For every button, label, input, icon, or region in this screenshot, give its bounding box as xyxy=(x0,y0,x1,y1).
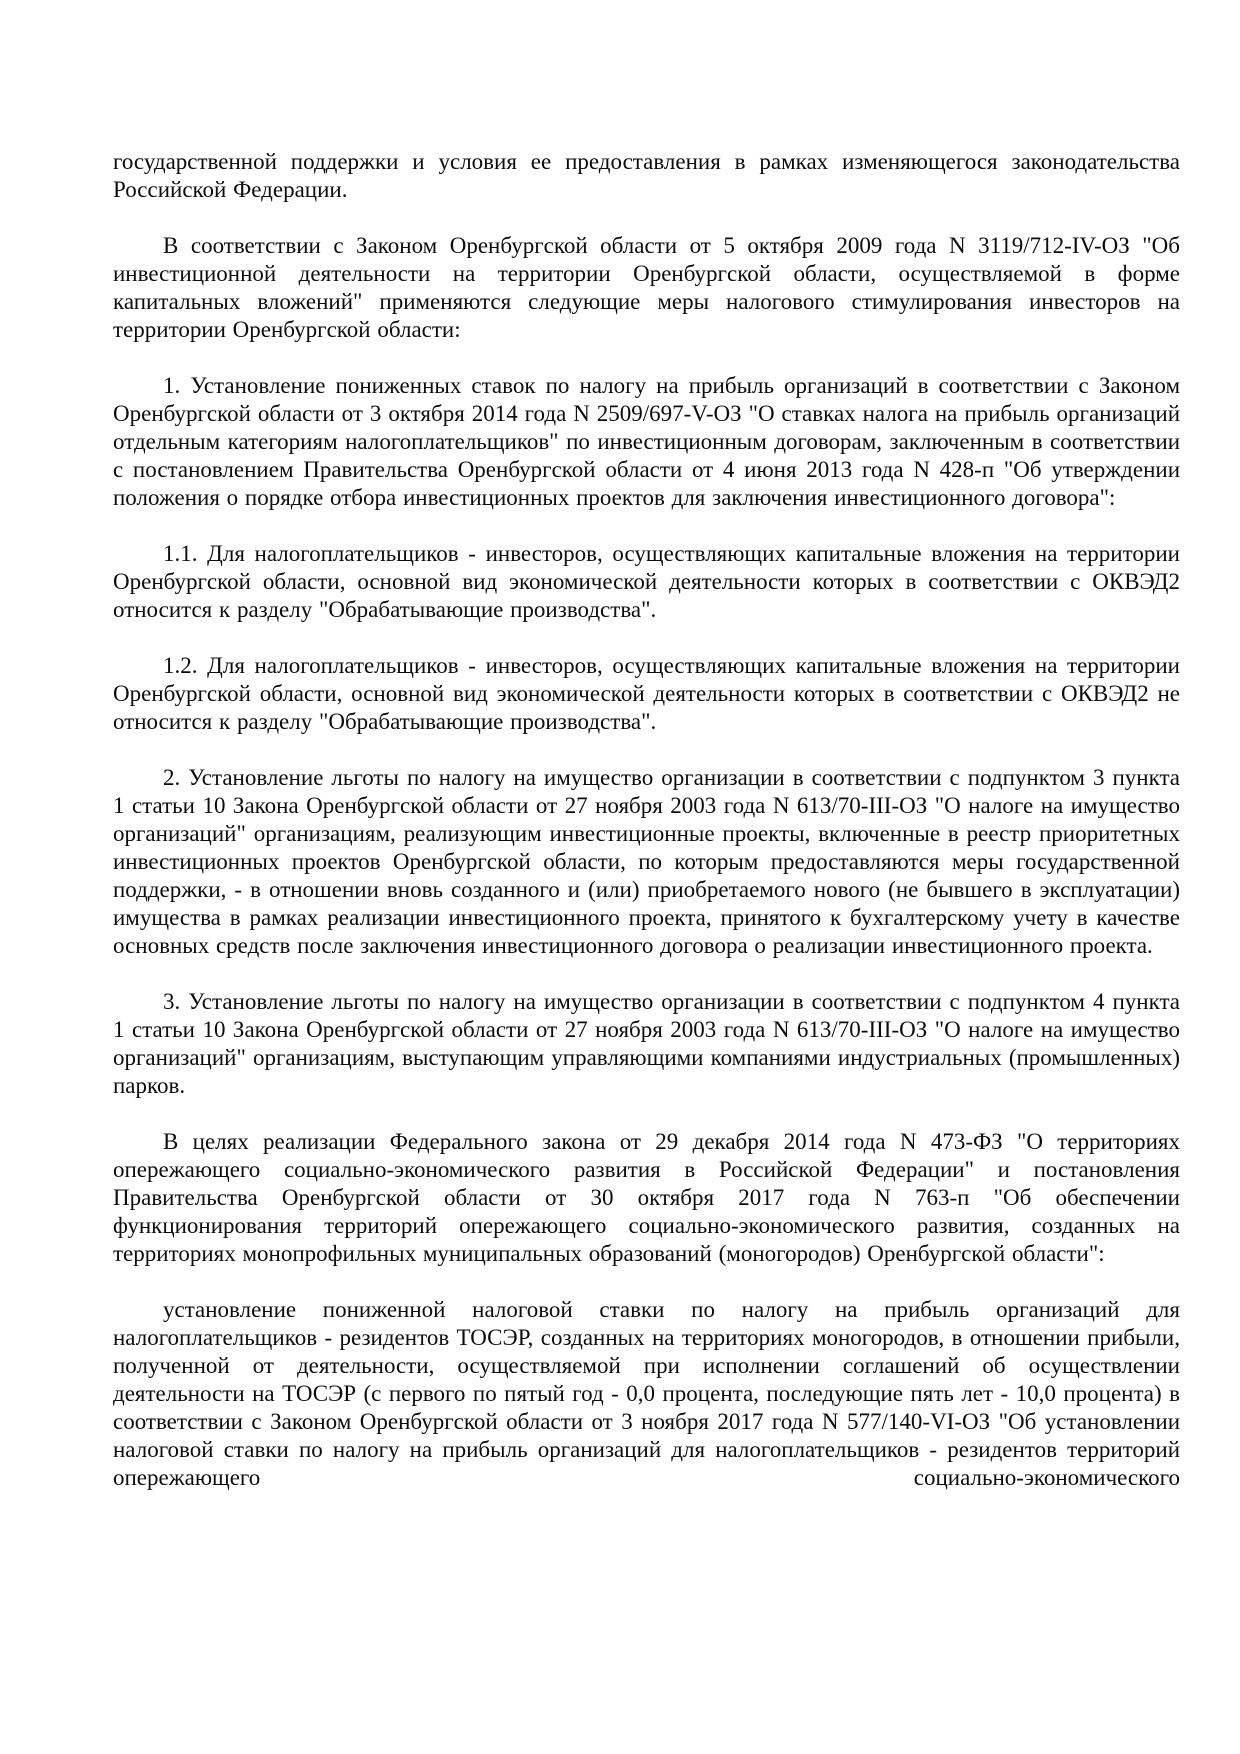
paragraph-law-3119-712: В соответствии с Законом Оренбургской области от 5 октября 2009 года N 3119/712-IV-ОЗ "Об инвестиционной деятельности на территории Оренбургской области, осуществляемой в форме капитальных вложений" применяются следующие меры налогового стимулирования инвесторов на территории Оренбургской области: xyxy=(113,233,1180,342)
paragraph-item-3: 3. Установление льготы по налогу на имущество организации в соответствии с подпунктом 4 пункта 1 статьи 10 Закона Оренбургской области от 27 ноября 2003 года N 613/70-III-ОЗ "О налоге на имущество организаций" организациям, выступающим управляющими компаниями индустриальных (промышленных) парков. xyxy=(113,989,1180,1098)
paragraph-continuation: государственной поддержки и условия ее предоставления в рамках изменяющегося законодательства Российской Федерации. xyxy=(113,149,1180,202)
paragraph-item-1-1: 1.1. Для налогоплательщиков - инвесторов, осуществляющих капитальные вложения на территории Оренбургской области, основной вид экономической деятельности которых в соответствии с ОКВЭД2 относится к разделу "Обрабатывающие производства". xyxy=(113,541,1180,622)
paragraph-item-2: 2. Установление льготы по налогу на имущество организации в соответствии с подпунктом 3 пункта 1 статьи 10 Закона Оренбургской области от 27 ноября 2003 года N 613/70-III-ОЗ "О налоге на имущество организаций" организациям, реализующим инвестиционные проекты, включенные в реестр приоритетных инвестиционных проектов Оренбургской области, по которым предоставляются меры государственной поддержки, - в отношении вновь созданного и (или) приобретаемого нового (не бывшего в эксплуатации) имущества в рамках реализации инвестиционного проекта, принятого к бухгалтерскому учету в качестве основных средств после заключения инвестиционного договора о реализации инвестиционного проекта. xyxy=(113,765,1180,958)
paragraph-toser-rate: установление пониженной налоговой ставки по налогу на прибыль организаций для налогоплательщиков - резидентов ТОСЭР, созданных на территориях моногородов, в отношении прибыли, полученной от деятельности, осуществляемой при исполнении соглашений об осуществлении деятельности на ТОСЭР (с первого по пятый год - 0,0 процента, последующие пять лет - 10,0 процента) в соответствии с Законом Оренбургской области от 3 ноября 2017 года N 577/140-VI-ОЗ "Об установлении налоговой ставки по налогу на прибыль организаций для налогоплательщиков - резидентов территорий опережающего социально-экономического xyxy=(113,1297,1180,1490)
paragraph-law-473-fz: В целях реализации Федерального закона от 29 декабря 2014 года N 473-ФЗ "О территориях опережающего социально-экономического развития в Российской Федерации" и постановления Правительства Оренбургской области от 30 октября 2017 года N 763-п "Об обеспечении функционирования территорий опережающего социально-экономического развития, созданных на территориях монопрофильных муниципальных образований (моногородов) Оренбургской области": xyxy=(113,1129,1180,1266)
paragraph-item-1-2: 1.2. Для налогоплательщиков - инвесторов, осуществляющих капитальные вложения на территории Оренбургской области, основной вид экономической деятельности которых в соответствии с ОКВЭД2 не относится к разделу "Обрабатывающие производства". xyxy=(113,653,1180,734)
paragraph-item-1: 1. Установление пониженных ставок по налогу на прибыль организаций в соответствии с Законом Оренбургской области от 3 октября 2014 года N 2509/697-V-ОЗ "О ставках налога на прибыль организаций отдельным категориям налогоплательщиков" по инвестиционным договорам, заключенным в соответствии с постановлением Правительства Оренбургской области от 4 июня 2013 года N 428-п "Об утверждении положения о порядке отбора инвестиционных проектов для заключения инвестиционного договора": xyxy=(113,373,1180,510)
